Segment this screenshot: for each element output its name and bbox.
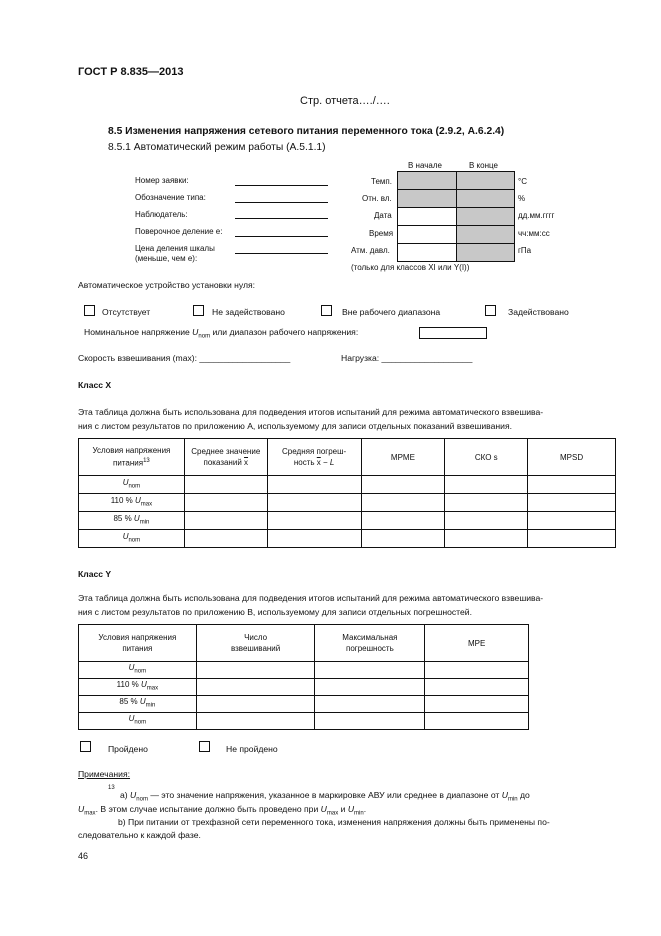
- row-label: $U_{nom}$: [79, 662, 197, 679]
- env-unit: гПа: [518, 246, 532, 255]
- env-start-input[interactable]: [397, 207, 457, 262]
- table-row: [79, 530, 616, 548]
- note-a-line2: $U_{max}$. В этом случае испытание должно быть проведено при $U_{max}$ и $U_{min}$.: [78, 804, 367, 817]
- table-row: [79, 696, 529, 713]
- section-title: 8.5 Изменения напряжения сетевого питания переменного тока (2.9.2, А.6.2.4): [108, 126, 505, 137]
- env-unit: дд.мм.гггг: [518, 211, 555, 220]
- notes-title: Примечания:: [78, 769, 131, 779]
- env-label: Время: [369, 229, 394, 238]
- checkbox-absent[interactable]: [84, 305, 95, 316]
- note-b-line2: следовательно к каждой фазе.: [78, 830, 201, 840]
- checkbox-engaged[interactable]: [485, 305, 496, 316]
- table-row: [79, 713, 529, 730]
- header-cell: Средняя погреш- ность $\overline{x} - L$: [267, 439, 361, 476]
- field-label: (меньше, чем е):: [135, 254, 198, 263]
- checkbox-not-engaged[interactable]: [193, 305, 204, 316]
- field-line[interactable]: [235, 202, 328, 203]
- class-x-title: Класс X: [78, 380, 112, 390]
- env-label: Атм. давл.: [351, 246, 390, 255]
- option-label: Задействовано: [508, 307, 569, 317]
- nominal-voltage-input[interactable]: [419, 327, 487, 339]
- row-label: $U_{nom}$: [79, 713, 197, 730]
- header-cell: Максимальная погрешность: [315, 625, 425, 662]
- field-line[interactable]: [235, 236, 328, 237]
- field-line[interactable]: [235, 185, 328, 186]
- class-x-desc: Эта таблица должна быть использована для подведения итогов испытаний для режима автоматического взвешива- ния с листом результатов по приложению А, используемому для записи отдельных показаний взвешивания.: [78, 407, 544, 431]
- class-x-table: [78, 438, 616, 548]
- field-label: Обозначение типа:: [135, 193, 206, 202]
- class-y-table: [78, 624, 529, 730]
- field-line[interactable]: [235, 253, 328, 254]
- checkbox-out-of-range[interactable]: [321, 305, 332, 316]
- env-unit: %: [518, 194, 526, 203]
- header-cell: Условия напряжения питания: [79, 625, 197, 662]
- passed-label: Пройдено: [108, 744, 148, 754]
- header-cell: MPSD: [528, 439, 616, 476]
- note-superscript: 13: [108, 785, 115, 791]
- note-b-line1: b) При питании от трехфазной сети переменного тока, изменения напряжения должны быть применены по-: [118, 817, 550, 827]
- class-y-desc: Эта таблица должна быть использована для подведения итогов испытаний для режима автоматического взвешива- ния с листом результатов по приложению В, используемому для записи отдельных погрешностей.: [78, 593, 544, 617]
- zero-title: Автоматическое устройство установки нуля:: [78, 280, 256, 290]
- table-row: [79, 512, 616, 530]
- table-row: [79, 476, 616, 494]
- standard-number: ГОСТ Р 8.835—2013: [78, 66, 184, 78]
- row-label: $U_{nom}$: [79, 530, 185, 548]
- header-cell: Условия напряжения питания$^{13}$: [79, 439, 185, 476]
- row-label: 110 % $U_{max}$: [79, 494, 185, 512]
- note-a-line1: а) $U_{nom}$ — это значение напряжения, указанное в маркировке АВУ или среднее в диапазоне от $U_{min}$ до: [120, 790, 530, 803]
- nominal-voltage-label: Номинальное напряжение $U_{nom}$ или диапазон рабочего напряжения:: [84, 327, 359, 340]
- header-cell: Число взвешиваний: [196, 625, 315, 662]
- option-label: Отсутствует: [102, 307, 151, 317]
- env-label: Отн. вл.: [362, 194, 392, 203]
- field-line[interactable]: [235, 218, 328, 219]
- field-label: Номер заявки:: [135, 176, 189, 185]
- report-page: Стр. отчета…./….: [300, 95, 390, 107]
- header-cell: СКО s: [445, 439, 528, 476]
- env-unit: °C: [518, 177, 527, 186]
- env-end-column: [456, 171, 515, 262]
- env-unit: чч:мм:сс: [518, 229, 550, 238]
- failed-label: Не пройдено: [226, 744, 278, 754]
- class-y-title: Класс Y: [78, 569, 112, 579]
- field-label: Поверочное деление е:: [135, 227, 223, 236]
- header-cell: Среднее значение показаний $\overline{x}$: [184, 439, 267, 476]
- row-label: $U_{nom}$: [79, 476, 185, 494]
- section-subtitle: 8.5.1 Автоматический режим работы (А.5.1.1): [108, 142, 326, 153]
- table-row: [79, 494, 616, 512]
- row-label: 85 % $U_{min}$: [79, 512, 185, 530]
- option-label: Не задействовано: [212, 307, 285, 317]
- row-label: 110 % $U_{max}$: [79, 679, 197, 696]
- load-label: Нагрузка: ___________________: [341, 353, 473, 363]
- page-number: 46: [78, 851, 89, 861]
- speed-label: Скорость взвешивания (max): ___________________: [78, 353, 291, 363]
- env-col-end: В конце: [469, 161, 498, 170]
- row-label: 85 % $U_{min}$: [79, 696, 197, 713]
- table-row: [79, 662, 529, 679]
- option-label: Вне рабочего диапазона: [342, 307, 441, 317]
- checkbox-failed[interactable]: [199, 741, 210, 752]
- env-note: (только для классов XI или Y(I)): [351, 263, 470, 272]
- field-label: Наблюдатель:: [135, 210, 188, 219]
- field-label: Цена деления шкалы: [135, 244, 215, 253]
- env-label: Темп.: [371, 177, 392, 186]
- header-cell: MPME: [361, 439, 445, 476]
- env-col-start: В начале: [408, 161, 442, 170]
- checkbox-passed[interactable]: [80, 741, 91, 752]
- header-cell: МРЕ: [425, 625, 529, 662]
- table-row: [79, 679, 529, 696]
- env-label: Дата: [374, 211, 392, 220]
